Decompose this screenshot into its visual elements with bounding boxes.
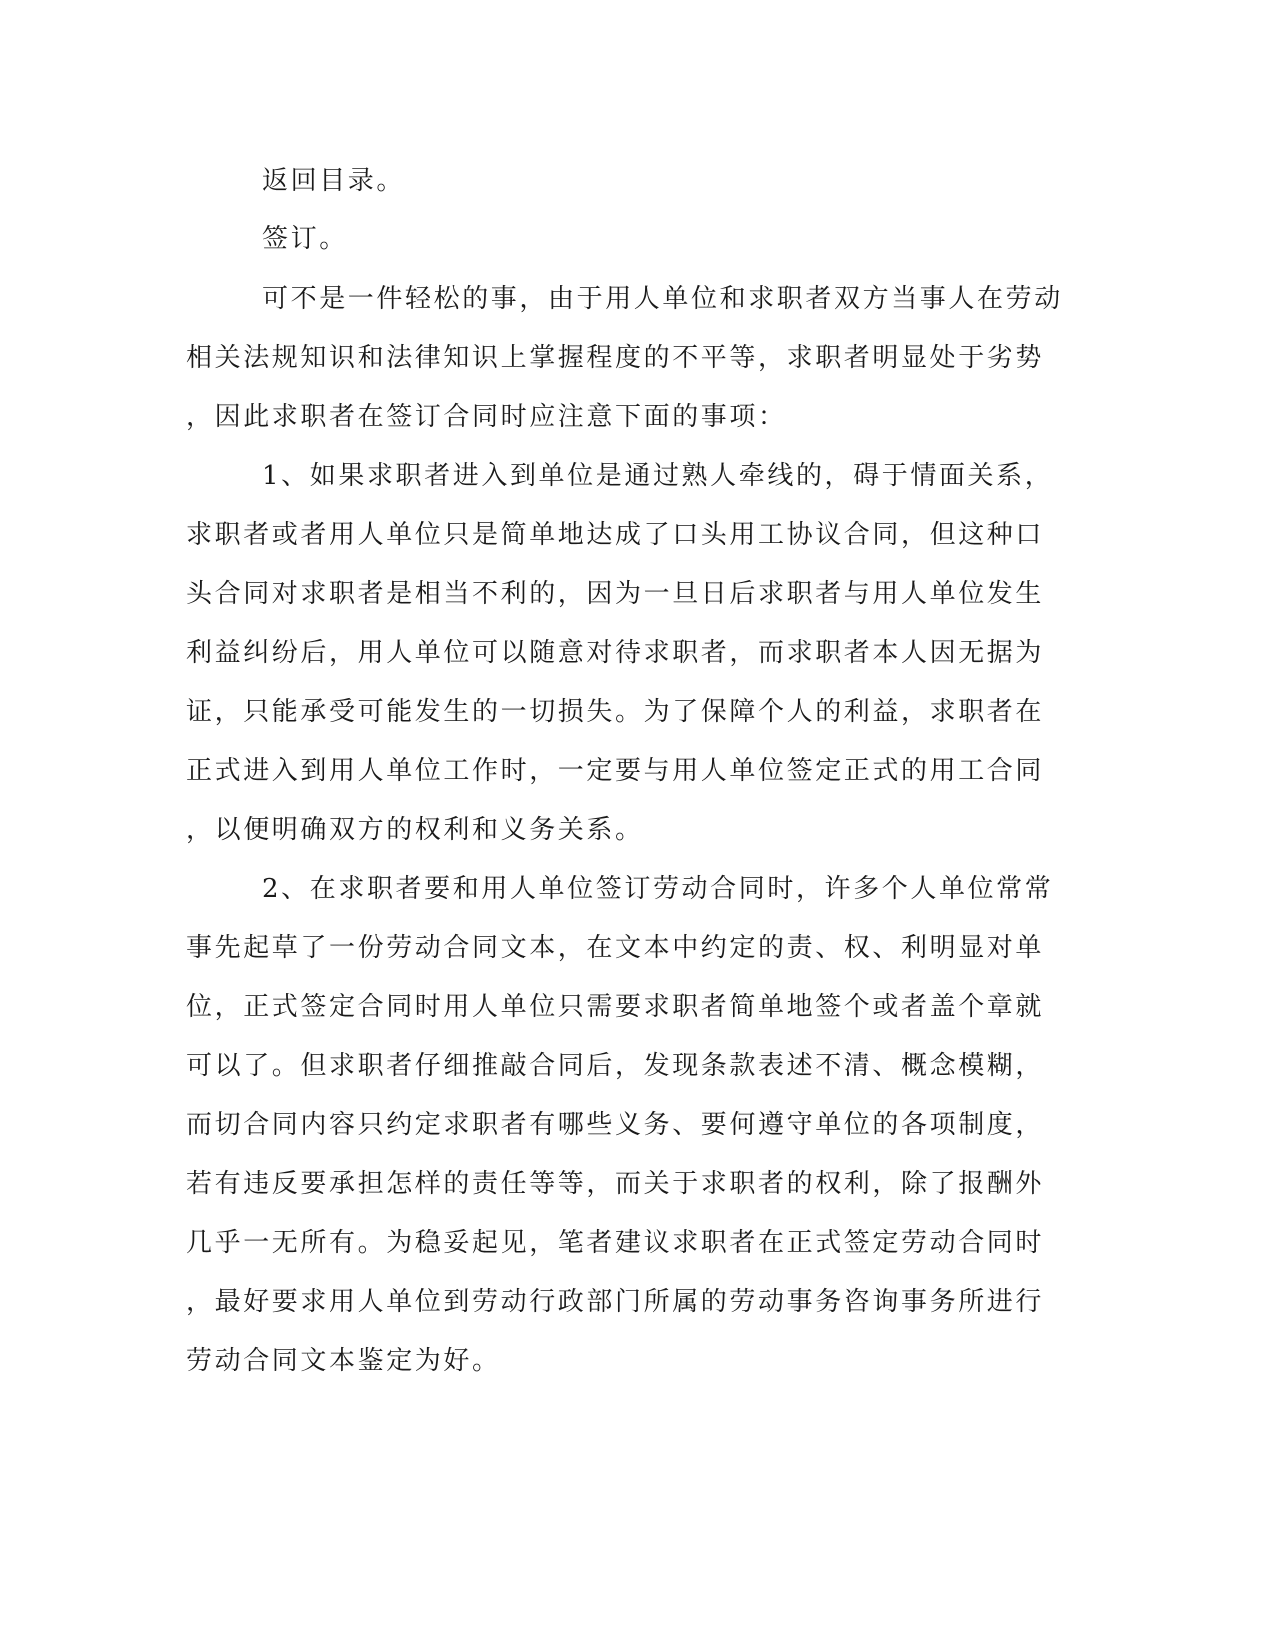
item1-line: 头合同对求职者是相当不利的，因为一旦日后求职者与用人单位发生 bbox=[186, 579, 1045, 609]
item2-line: 2、在求职者要和用人单位签订劳动合同时，许多个人单位常常 bbox=[262, 874, 1054, 904]
intro-line: ，因此求职者在签订合同时应注意下面的事项： bbox=[186, 402, 787, 432]
heading-signing: 签订。 bbox=[262, 224, 348, 254]
item2-line: 若有违反要承担怎样的责任等等，而关于求职者的权利，除了报酬外 bbox=[186, 1169, 1045, 1199]
item2-line: 几乎一无所有。为稳妥起见，笔者建议求职者在正式签定劳动合同时 bbox=[186, 1228, 1045, 1258]
item1-line: 利益纠纷后，用人单位可以随意对待求职者，而求职者本人因无据为 bbox=[186, 638, 1045, 668]
item1-line: 1、如果求职者进入到单位是通过熟人牵线的，碍于情面关系， bbox=[262, 461, 1054, 491]
item1-line: 正式进入到用人单位工作时，一定要与用人单位签定正式的用工合同 bbox=[186, 756, 1045, 786]
item2-line: 劳动合同文本鉴定为好。 bbox=[186, 1346, 501, 1376]
intro-line: 可不是一件轻松的事，由于用人单位和求职者双方当事人在劳动 bbox=[262, 284, 1063, 314]
item2-line: ，最好要求用人单位到劳动行政部门所属的劳动事务咨询事务所进行 bbox=[186, 1287, 1045, 1317]
item2-line: 事先起草了一份劳动合同文本，在文本中约定的责、权、利明显对单 bbox=[186, 933, 1045, 963]
item2-line: 而切合同内容只约定求职者有哪些义务、要何遵守单位的各项制度， bbox=[186, 1110, 1045, 1140]
heading-back-to-toc: 返回目录。 bbox=[262, 166, 406, 196]
item1-line: 求职者或者用人单位只是简单地达成了口头用工协议合同，但这种口 bbox=[186, 520, 1045, 550]
item2-line: 位，正式签定合同时用人单位只需要求职者简单地签个或者盖个章就 bbox=[186, 992, 1045, 1022]
intro-line: 相关法规知识和法律知识上掌握程度的不平等，求职者明显处于劣势 bbox=[186, 343, 1045, 373]
item1-line: 证，只能承受可能发生的一切损失。为了保障个人的利益，求职者在 bbox=[186, 697, 1045, 727]
item2-line: 可以了。但求职者仔细推敲合同后，发现条款表述不清、概念模糊， bbox=[186, 1051, 1045, 1081]
item1-line: ，以便明确双方的权利和义务关系。 bbox=[186, 815, 644, 845]
